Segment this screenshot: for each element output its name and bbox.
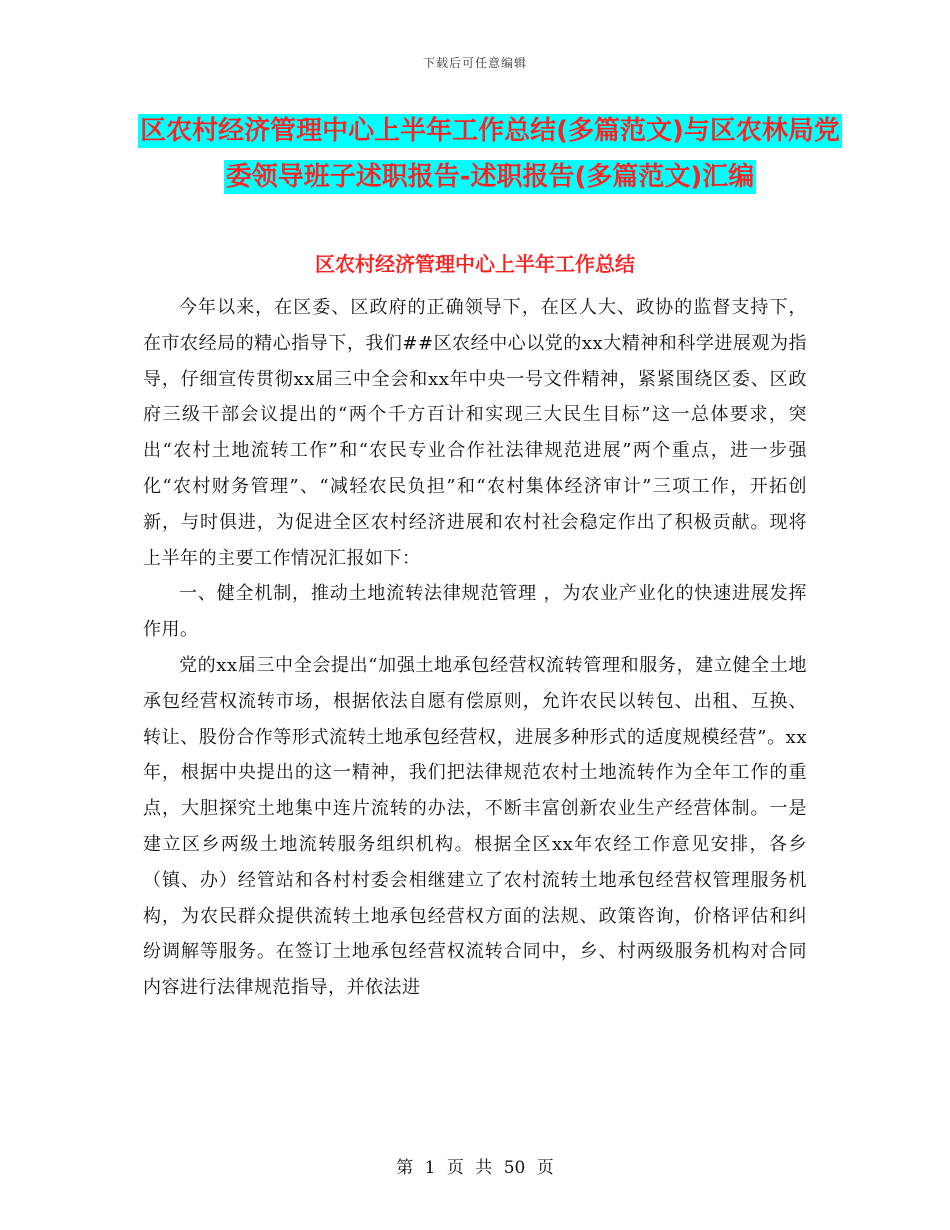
paragraph-body-1: 党的xx届三中全会提出“加强土地承包经营权流转管理和服务，建立健全土地承包经营权流转市场，根据依法自愿有偿原则，允许农民以转包、出租、互换、转让、股份合作等形式流转土地承包经营权，进展多种形式的适度规模经营”。xx年，根据中央提出的这一精神，我们把法律规范农村土地流转作为全年工作的重点，大胆探究土地集中连片流转的办法，不断丰富创新农业生产经营体制。一是建立区乡两级土地流转服务组织机构。根据全区xx年农经工作意见安排，各乡（镇、办）经管站和各村村委会相继建立了农村流转土地承包经营权管理服务机构，为农民群众提供流转土地承包经营权方面的法规、政策咨询，价格评估和纠纷调解等服务。在签订土地承包经营权流转合同中，乡、村两级服务机构对合同内容进行法律规范指导，并依法进 bbox=[143, 654, 807, 999]
page-footer: 第 1 页 共 50 页 bbox=[396, 1158, 554, 1178]
main-title bbox=[130, 108, 850, 200]
body-text bbox=[143, 290, 807, 1006]
main-title-text: 区农村经济管理中心上半年工作总结(多篇范文)与区农林局党委领导班子述职报告-述职报告(多篇范文)汇编 bbox=[140, 116, 840, 192]
section-title: 区农村经济管理中心上半年工作总结 bbox=[315, 252, 635, 276]
paragraph-heading-1: 一、健全机制，推动土地流转法律规范管理 ，为农业产业化的快速进展发挥作用。 bbox=[143, 583, 807, 641]
header-note: 下载后可任意编辑 bbox=[422, 56, 527, 70]
paragraph-intro: 今年以来，在区委、区政府的正确领导下，在区人大、政协的监督支持下，在市农经局的精心指导下，我们##区农经中心以党的xx大精神和科学进展观为指导，仔细宣传贯彻xx届三中全会和xx年中央一号文件精神，紧紧围绕区委、区政府三级干部会议提出的“两个千方百计和实现三大民生目标”这一总体要求，突出“农村土地流转工作”和“农民专业合作社法律规范进展”两个重点，进一步强化“农村财务管理”、“减轻农民负担”和“农村集体经济审计”三项工作，开拓创新，与时俱进，为促进全区农村经济进展和农村社会稳定作出了积极贡献。现将上半年的主要工作情况汇报如下： bbox=[143, 297, 807, 569]
